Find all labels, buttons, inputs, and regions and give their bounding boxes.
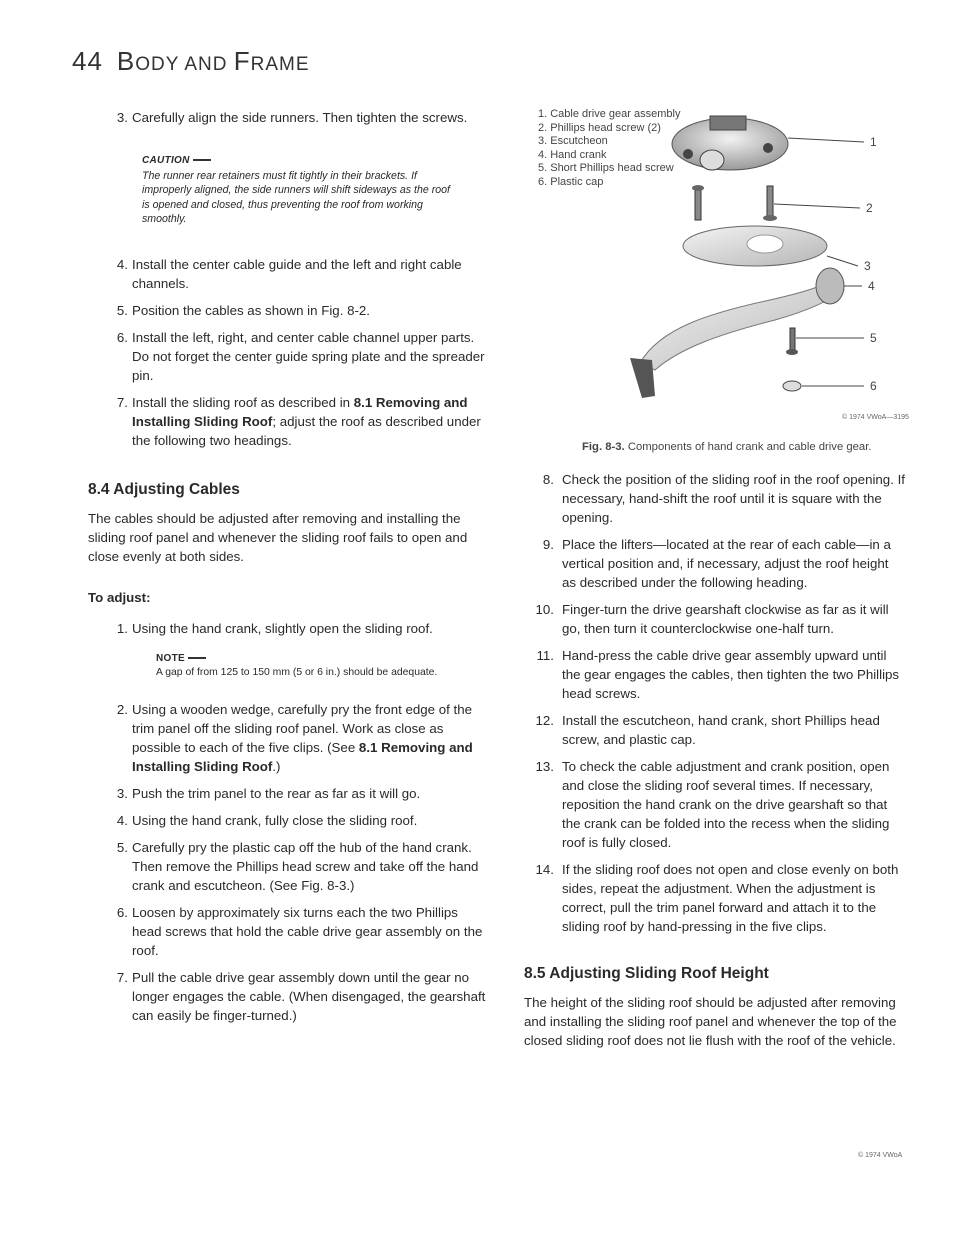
step: 7. Pull the cable drive gear assembly down until the gear no longer engages the cable. (When disengaged, the gearshaft can easily be finger-turned.) bbox=[116, 969, 486, 1023]
gear-assembly-part bbox=[672, 116, 788, 170]
step: 5. Carefully pry the plastic cap off the hub of the hand crank. Then remove the Phillips head screw and take off the hand crank and escutcheon. (See Fig. 8-3.) bbox=[116, 839, 479, 893]
crank-components-illustration bbox=[600, 108, 910, 408]
hand-crank-part bbox=[630, 268, 844, 398]
step: 13. To check the cable adjustment and crank position, open and close the sliding roof several times. If necessary, reposition the hand crank on the drive gearshaft so that the crank can be folded into the recess when the sliding roof is fully closed. bbox=[535, 759, 890, 850]
intro-paragraph: The cables should be adjusted after removing and installing the sliding roof panel and whenever the sliding roof fails to open and close evenly at both sides. bbox=[88, 510, 468, 564]
page-header: 44 BODY AND FRAME bbox=[72, 46, 310, 76]
page-number: 44 bbox=[72, 46, 103, 76]
note-text: A gap of from 125 to 150 mm (5 or 6 in.) should be adequate. bbox=[156, 666, 438, 678]
step: 10. Finger-turn the drive gearshaft clockwise as far as it will go, then turn it counterclockwise one-half turn. bbox=[535, 602, 889, 636]
step: 14. If the sliding roof does not open and close evenly on both sides, repeat the adjustment. When the adjustment is correct, pull the trim panel forward and attach it to the sliding roof by hand-pressing in the five clips. bbox=[535, 862, 899, 934]
page-credit: © 1974 VWoA bbox=[858, 1152, 903, 1159]
step: 11. Hand-press the cable drive gear assembly upward until the gear engages the cables, then tighten the two Phillips head screws. bbox=[536, 648, 900, 701]
callout-3: 3 bbox=[864, 259, 871, 273]
escutcheon-part bbox=[683, 226, 827, 266]
cross-reference: 8.1 Removing and Installing Sliding Roof bbox=[132, 739, 473, 774]
short-screw-part bbox=[786, 328, 798, 355]
step: 6. Loosen by approximately six turns each the two Phillips head screws that hold the cable drive gear assembly on the roof. bbox=[116, 904, 483, 958]
step: 6. Install the left, right, and center cable channel upper parts. Do not forget the center guide spring plate and the spreader pin. bbox=[116, 329, 485, 383]
step: 4. Using the hand crank, fully close the sliding roof. bbox=[116, 812, 418, 828]
step: 4. Install the center cable guide and the left and right cable channels. bbox=[116, 256, 462, 291]
callout-1: 1 bbox=[870, 135, 877, 149]
cross-reference: 8.1 Removing and Installing Sliding Roof bbox=[132, 394, 468, 429]
section-heading: 8.5 Adjusting Sliding Roof Height bbox=[524, 965, 769, 982]
phillips-screw-part bbox=[692, 185, 777, 221]
parts-list: 1. Cable drive gear assembly 2. Phillips head screw (2) 3. Escutcheon 4. Hand crank 5. Short Phillips head screw 6. Plastic cap bbox=[538, 108, 681, 188]
step: 5. Position the cables as shown in Fig. 8-2. bbox=[116, 302, 370, 318]
step: 9. Place the lifters—located at the rear of each cable—in a vertical position and, if necessary, adjust the roof height as described under the following heading. bbox=[542, 537, 891, 590]
step: 12. Install the escutcheon, hand crank, short Phillips head screw, and plastic cap. bbox=[535, 713, 880, 747]
figure-caption: Fig. 8-3. Components of hand crank and cable drive gear. bbox=[582, 441, 872, 453]
step: 3. Carefully align the side runners. Then tighten the screws. bbox=[116, 110, 468, 125]
step: 7. Install the sliding roof as described in 8.1 Removing and Installing Sliding Roof; adjust the roof as described under the following two headings. bbox=[116, 394, 481, 448]
figure-credit: © 1974 VWoA—3195 bbox=[842, 414, 909, 421]
left-column bbox=[88, 108, 490, 1033]
step: 8. Check the position of the sliding roof in the roof opening. If necessary, hand-shift the roof until it is square with the opening. bbox=[542, 472, 905, 525]
section-heading: 8.4 Adjusting Cables bbox=[88, 480, 240, 498]
right-column bbox=[524, 470, 906, 1064]
subheading: To adjust: bbox=[88, 589, 151, 605]
note-label: NOTE bbox=[156, 652, 185, 664]
callout-5: 5 bbox=[870, 331, 877, 345]
step: 2. Using a wooden wedge, carefully pry the front edge of the trim panel off the sliding roof panel. Work as close as possible to each of the five clips. (See 8.1 Removing and Installing Sliding Roof.) bbox=[116, 701, 473, 774]
callout-4: 4 bbox=[868, 279, 875, 293]
step: 1. Using the hand crank, slightly open the sliding roof. bbox=[116, 620, 433, 636]
height-paragraph: The height of the sliding roof should be adjusted after removing and installing the sliding roof panel and whenever the top of the closed sliding roof does not lie flush with the roof of the vehicle. bbox=[524, 995, 897, 1048]
caution-text: The runner rear retainers must fit tightly in their brackets. If improperly aligned, the side runners will shift sideways as the roof is opened and closed, thus preventing the roof from working smoothly. bbox=[142, 169, 450, 225]
callout-6: 6 bbox=[870, 379, 877, 393]
caution-label: CAUTION bbox=[142, 155, 190, 166]
note-box bbox=[156, 652, 456, 680]
plastic-cap-part bbox=[783, 381, 801, 391]
step: 3. Push the trim panel to the rear as far as it will go. bbox=[116, 785, 421, 801]
caution-box bbox=[142, 153, 452, 227]
callout-2: 2 bbox=[866, 201, 873, 215]
